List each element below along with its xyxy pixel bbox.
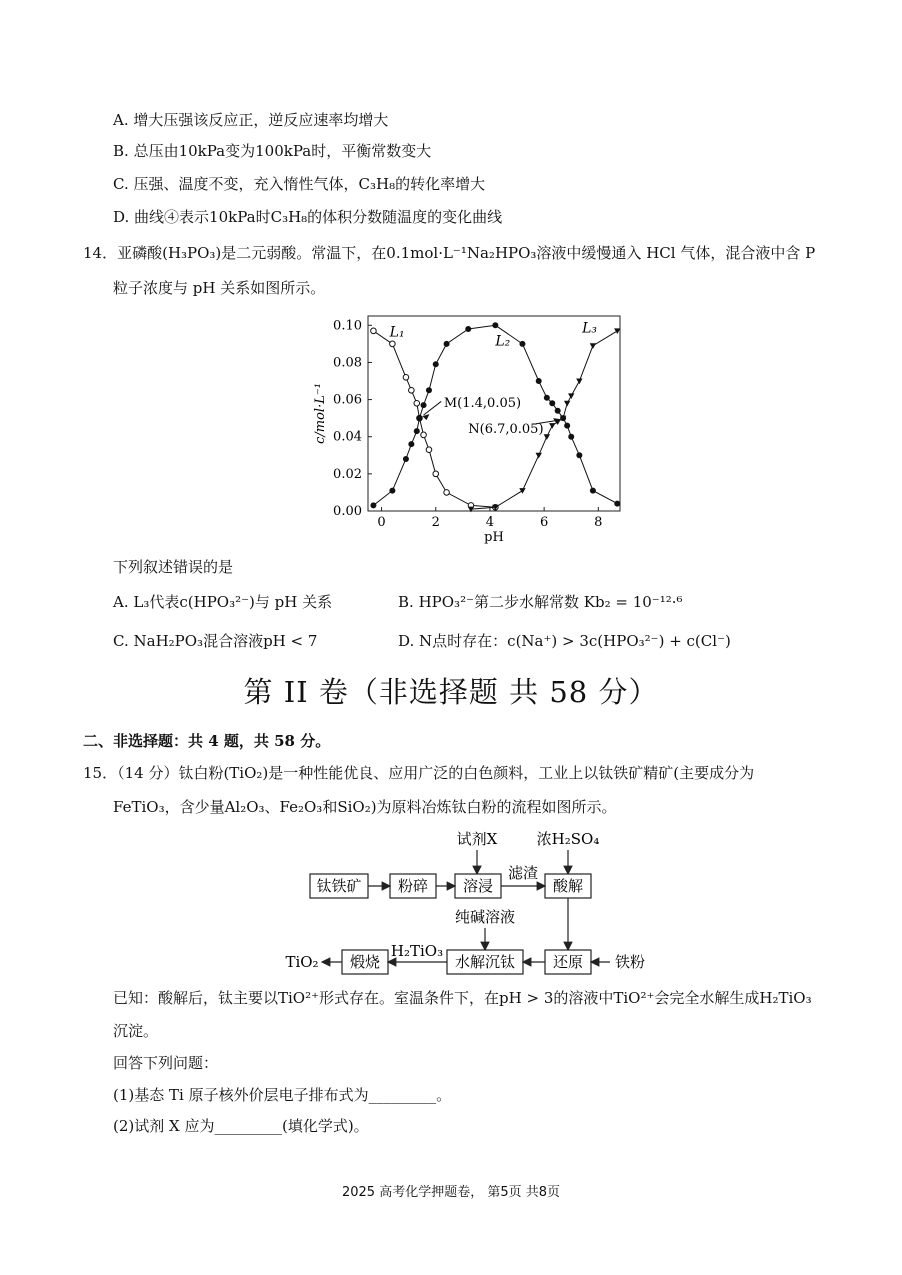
data-point (444, 341, 450, 347)
data-point (614, 501, 620, 507)
y-tick-label: 0.00 (333, 504, 362, 519)
data-point (568, 393, 574, 399)
iron-powder-label: 铁粉 (614, 953, 646, 971)
q15-known-line1: 已知：酸解后，钛主要以TiO²⁺形式存在。室温条件下，在pH > 3的溶液中TiO²⁺会完全水解生成H₂TiO₃ (113, 989, 812, 1007)
y-tick-label: 0.10 (333, 318, 362, 334)
data-point (444, 490, 450, 496)
data-point (576, 452, 582, 458)
data-point (433, 471, 439, 477)
section-title: 第 II 卷（非选择题 共 58 分） (243, 675, 659, 709)
y-tick-label: 0.04 (333, 429, 362, 445)
box-hydrolysis-label: 水解沉钛 (454, 953, 516, 971)
data-point (421, 432, 427, 438)
data-point (544, 395, 550, 401)
series-line-1 (373, 331, 495, 507)
data-point (389, 488, 395, 494)
y-axis-label: c/mol·L⁻¹ (313, 383, 328, 444)
data-point (403, 456, 409, 462)
box-reduce-label: 还原 (552, 953, 584, 971)
annotation-n: N(6.7,0.05) (468, 422, 544, 437)
series-name-label: L₁ (389, 324, 405, 341)
q14-option-b: B. HPO₃²⁻第二步水解常数 Kb₂ = 10⁻¹²·⁶ (398, 593, 683, 611)
h2tio3-label: H₂TiO₃ (390, 942, 444, 960)
x-tick-label: 6 (539, 515, 549, 530)
residue-label: 滤渣 (507, 864, 539, 882)
q13-option-b: B. 总压由10kPa变为100kPa时，平衡常数变大 (113, 142, 432, 160)
box-leach-label: 溶浸 (462, 877, 494, 895)
data-point (390, 341, 396, 347)
data-point (590, 488, 596, 494)
section-heading: 二、非选择题：共 4 题，共 58 分。 (83, 732, 331, 750)
process-flow-diagram (280, 824, 680, 980)
plot-frame (368, 316, 620, 511)
data-point (519, 341, 525, 347)
box-calcine-label: 煅烧 (349, 953, 381, 971)
q15-stem-line1: 15．（14 分）钛白粉(TiO₂)是一种性能优良、应用广泛的白色颜料，工业上以钛铁矿精矿(主要成分为 (83, 764, 755, 782)
y-tick-label: 0.06 (333, 392, 362, 408)
conc-acid-label: 浓H₂SO₄ (536, 830, 600, 848)
data-point (409, 387, 415, 393)
q13-option-c: C. 压强、温度不变，充入惰性气体，C₃H₈的转化率增大 (113, 175, 486, 193)
annotation-m-arrow (423, 401, 441, 415)
data-point (426, 447, 432, 453)
soda-label: 纯碱溶液 (454, 908, 516, 926)
data-point (370, 502, 376, 508)
series-line-2 (373, 325, 617, 505)
q15-known-line2: 沉淀。 (113, 1022, 159, 1040)
data-point (519, 488, 525, 494)
data-point (549, 423, 555, 429)
x-tick-label: 4 (485, 515, 495, 530)
tio2-product-label: TiO₂ (285, 953, 319, 971)
data-point (421, 402, 427, 408)
q15-answer-prompt: 回答下列问题： (113, 1054, 219, 1072)
x-tick-label: 8 (594, 515, 603, 530)
x-axis-label: pH (484, 530, 504, 545)
data-point (414, 428, 420, 434)
data-point (426, 387, 432, 393)
box-ilmenite-label: 钛铁矿 (316, 877, 362, 895)
data-point (544, 434, 550, 440)
data-point (536, 378, 542, 384)
q15-sub1: (1)基态 Ti 原子核外价层电子排布式为_________。 (113, 1086, 452, 1104)
x-tick-label: 0 (377, 515, 386, 530)
data-point (371, 328, 377, 334)
concentration-ph-chart (300, 308, 630, 548)
data-point (536, 453, 542, 459)
reagent-x-label: 试剂X (456, 830, 498, 848)
data-point (564, 423, 570, 429)
data-point (590, 343, 596, 349)
y-tick-label: 0.08 (333, 355, 362, 371)
q15-sub2: (2)试剂 X 应为_________(填化学式)。 (113, 1117, 369, 1135)
q14-question: 下列叙述错误的是 (113, 558, 234, 576)
q14-option-c: C. NaH₂PO₃混合溶液pH < 7 (113, 632, 318, 650)
series-line-3 (471, 331, 617, 509)
annotation-m: M(1.4,0.05) (443, 396, 522, 411)
q13-option-a: A. 增大压强该反应正，逆反应速率均增大 (113, 111, 389, 129)
data-point (408, 441, 414, 447)
page-footer: 2025 高考化学押题卷， 第5页 共8页 (341, 1185, 561, 1200)
x-tick-label: 2 (431, 515, 440, 530)
data-point (564, 401, 570, 407)
box-acid-digest-label: 酸解 (552, 877, 584, 895)
data-point (576, 379, 582, 385)
q13-option-d: D. 曲线④表示10kPa时C₃H₈的体积分数随温度的变化曲线 (113, 208, 503, 226)
data-point (549, 400, 555, 406)
data-point (433, 361, 439, 367)
q14-option-a: A. L₃代表c(HPO₃²⁻)与 pH 关系 (113, 593, 333, 611)
q14-stem-line1: 14．亚磷酸(H₃PO₃)是二元弱酸。常温下，在0.1mol·L⁻¹Na₂HPO₃溶液中缓慢通入 HCl 气体，混合液中含 P (83, 244, 816, 262)
data-point (555, 408, 561, 414)
y-tick-label: 0.02 (333, 466, 362, 482)
q14-stem-line2: 粒子浓度与 pH 关系如图所示。 (113, 279, 326, 297)
series-name-label: L₂ (495, 333, 511, 350)
q14-option-d: D. N点时存在：c(Na⁺) > 3c(HPO₃²⁻) + c(Cl⁻) (398, 632, 731, 650)
q15-stem-line2: FeTiO₃，含少量Al₂O₃、Fe₂O₃和SiO₂)为原料冶炼钛白粉的流程如图所示。 (113, 798, 617, 816)
data-point (568, 434, 574, 440)
data-point (414, 400, 420, 406)
data-point (416, 415, 422, 421)
data-point (465, 326, 471, 332)
data-point (403, 374, 409, 380)
series-name-label: L₃ (582, 320, 597, 337)
box-crush-label: 粉碎 (397, 877, 429, 895)
data-point (492, 322, 498, 328)
